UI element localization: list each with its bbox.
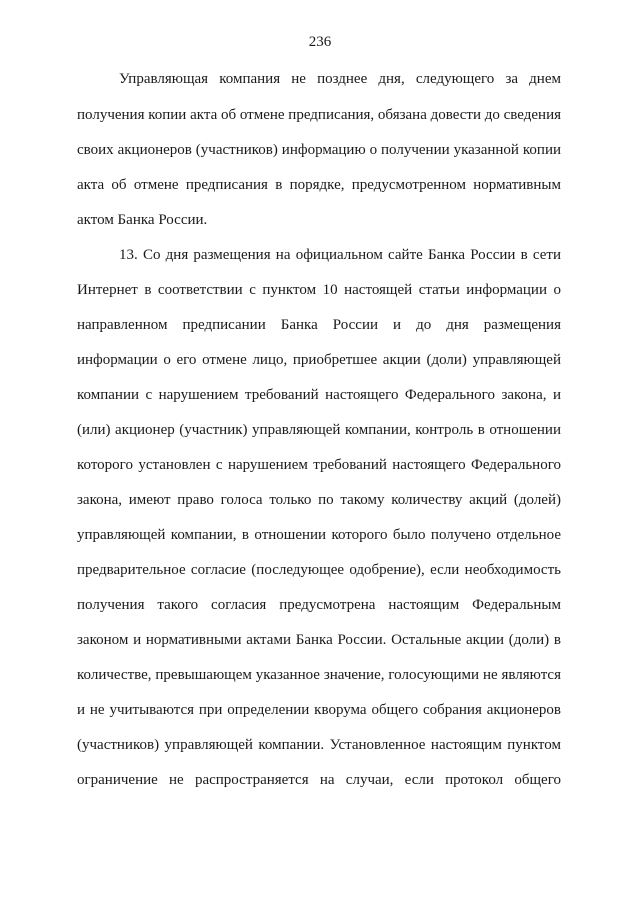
text-line: компании с нарушением требований настоящего Федерального закона, и	[77, 387, 561, 403]
text-line: Интернет в соответствии с пунктом 10 настоящей статьи информации о	[77, 282, 561, 298]
text-line: которого установлен с нарушением требований настоящего Федерального	[77, 457, 561, 473]
text-line: получения копии акта об отмене предписания, обязана довести до сведения	[77, 107, 561, 123]
text-line: Управляющая компания не позднее дня, следующего за днем	[119, 71, 561, 87]
text-line: получения такого согласия предусмотрена настоящим Федеральным	[77, 597, 561, 613]
text-line: направленном предписании Банка России и до дня размещения	[77, 317, 561, 333]
text-line: информации о его отмене лицо, приобретшее акции (доли) управляющей	[77, 352, 561, 368]
text-line: (или) акционер (участник) управляющей компании, контроль в отношении	[77, 422, 561, 438]
text-line: акта об отмене предписания в порядке, предусмотренном нормативным	[77, 177, 561, 193]
text-line: управляющей компании, в отношении которого было получено отдельное	[77, 527, 561, 543]
text-line: 13. Со дня размещения на официальном сайте Банка России в сети	[119, 247, 561, 263]
text-line: (участников) управляющей компании. Установленное настоящим пунктом	[77, 737, 561, 753]
text-line: своих акционеров (участников) информацию о получении указанной копии	[77, 142, 561, 158]
text-line: и не учитываются при определении кворума общего собрания акционеров	[77, 702, 561, 718]
text-line: предварительное согласие (последующее одобрение), если необходимость	[77, 562, 561, 578]
text-line: актом Банка России.	[77, 212, 208, 228]
text-line: количестве, превышающем указанное значение, голосующими не являются	[77, 667, 561, 683]
page-number: 236	[308, 34, 332, 50]
text-line: законом и нормативными актами Банка России. Остальные акции (доли) в	[77, 632, 561, 648]
text-line: закона, имеют право голоса только по такому количеству акций (долей)	[77, 492, 561, 508]
text-line: ограничение не распространяется на случаи, если протокол общего	[77, 772, 561, 788]
